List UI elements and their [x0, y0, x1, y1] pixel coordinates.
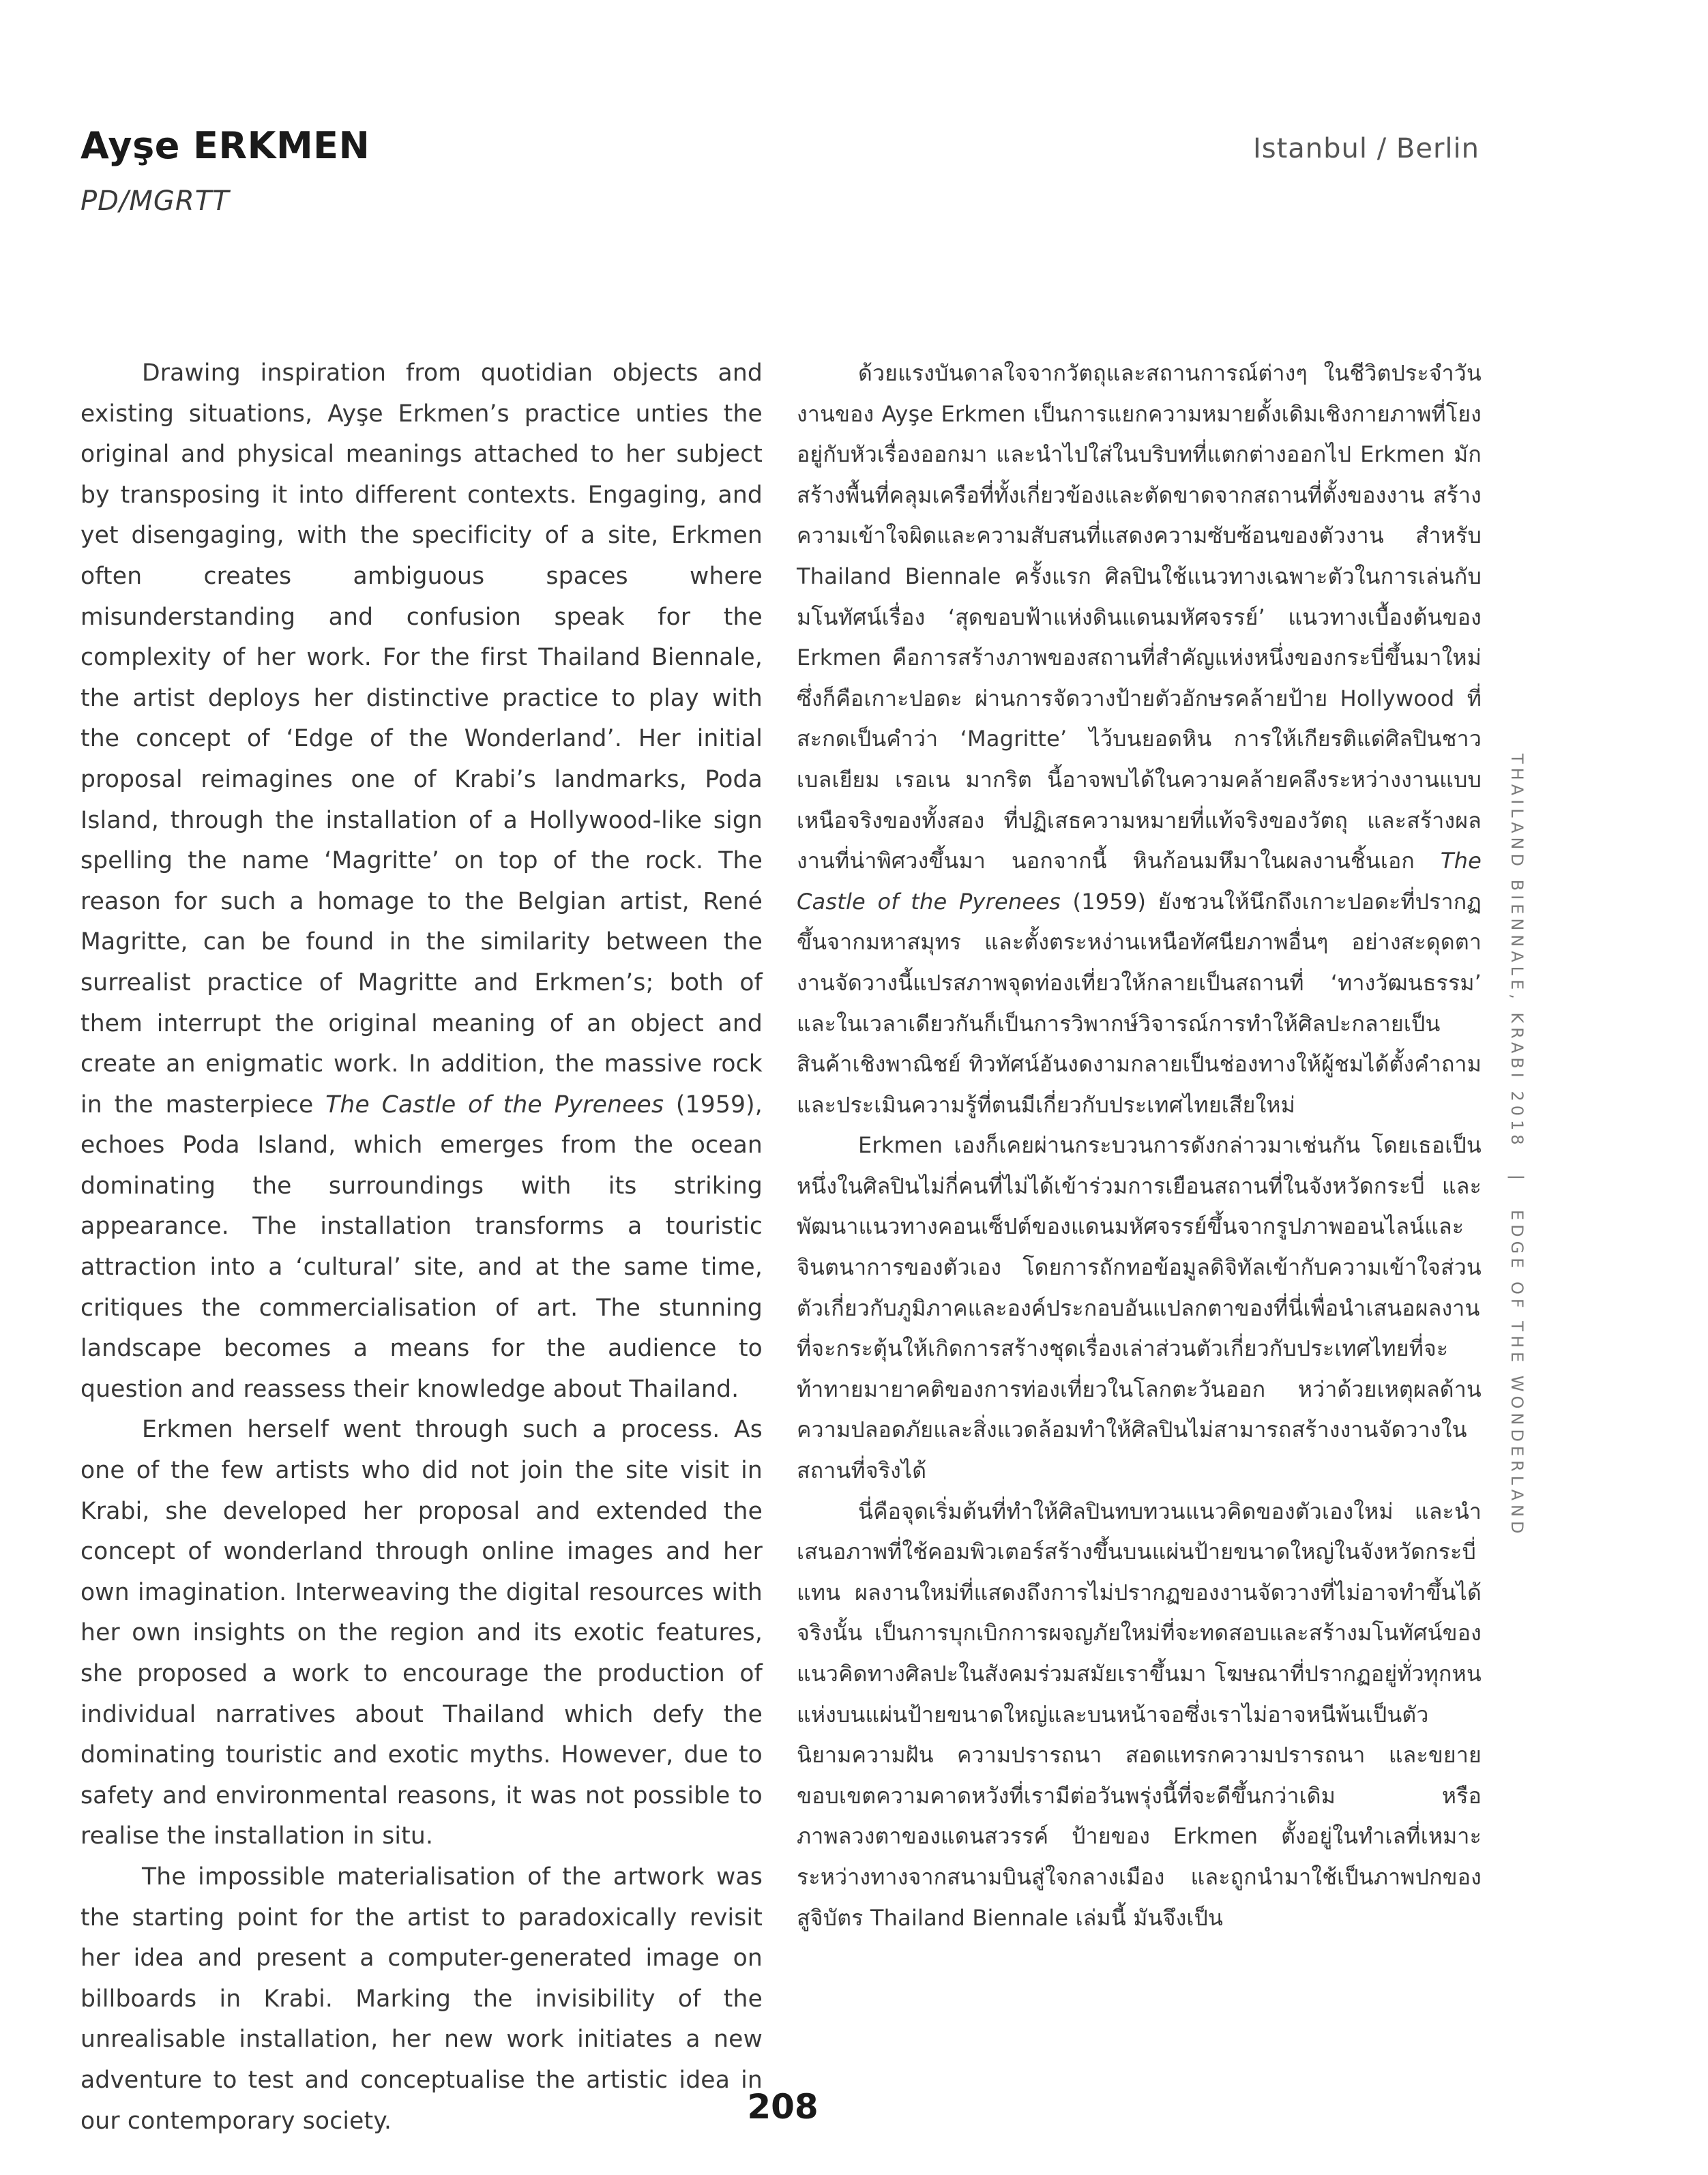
- thai-artwork-title-reference: The Castle of the Pyrenees: [797, 848, 1482, 915]
- thai-paragraph-1: [797, 353, 1482, 1125]
- english-paragraph-1: [80, 353, 763, 1410]
- artwork-title-reference: The Castle of the Pyrenees: [325, 1091, 664, 1119]
- page-number: 208: [747, 2087, 819, 2127]
- side-caption-publication: THAILAND BIENNALE, KRABI 2018: [1507, 754, 1527, 1149]
- english-paragraph-2: Erkmen herself went through such a process. As one of the few artists who did not join the site visit in Krabi, she developed her proposal and extended the concept of wonderland through online images and her own imagination. Interweaving the digital resources with her own insights on the region and its exotic features, she proposed a work to encourage the production of individual narratives about Thailand which defy the dominating touristic and exotic myths. However, due to safety and environmental reasons, it was not possible to realise the installation in situ.: [80, 1416, 763, 1850]
- thai-paragraph-1-part-b: (1959) ยังชวนให้นึกถึงเกาะปอดะที่ปรากฏขึ้นจากมหาสมุทร และตั้งตระหง่านเหนือทัศนียภาพอื่นๆ อย่างสะดุดตา งานจัดวางนี้แปรสภาพจุดท่องเที่ยวให้กลายเป็นสถานที่ ‘ทางวัฒนธรรม’ และในเวลาเดียวกันก็เป็นการวิพากษ์วิจารณ์การทำให้ศิลปะกลายเป็นสินค้าเชิงพาณิชย์ ทิวทัศน์อันงดงามกลายเป็นช่องทางให้ผู้ชมได้ตั้งคำถามและประเมินความรู้ที่ตนมีเกี่ยวกับประเทศไทยเสียใหม่: [797, 888, 1482, 1118]
- english-paragraph-3: The impossible materialisation of the artwork was the starting point for the artist to paradoxically revisit her idea and present a computer-generated image on billboards in Krabi. Marking the invisibility of the unrealisable installation, her new work initiates a new adventure to test and conceptualise the artistic idea in our contemporary society.: [80, 1863, 763, 2135]
- side-caption-theme: EDGE OF THE WONDERLAND: [1507, 1209, 1527, 1538]
- thai-text-column: [797, 353, 1482, 1938]
- artist-location: Istanbul / Berlin: [1252, 133, 1479, 164]
- work-title: PD/MGRTT: [80, 186, 230, 217]
- running-side-caption: [1507, 754, 1527, 1537]
- thai-paragraph-3: นี่คือจุดเริ่มต้นที่ทำให้ศิลปินทบทวนแนวคิดของตัวเองใหม่ และนำเสนอภาพที่ใช้คอมพิวเตอร์สร้างขึ้นบนแผ่นป้ายขนาดใหญ่ในจังหวัดกระบี่แทน ผลงานใหม่ที่แสดงถึงการไม่ปรากฏของงานจัดวางที่ไม่อาจทำขึ้นได้จริงนั้น เป็นการบุกเบิกการผจญภัยใหม่ที่จะทดสอบและสร้างมโนทัศน์ของแนวคิดทางศิลปะในสังคมร่วมสมัยเราขึ้นมา โฆษณาที่ปรากฏอยู่ทั่วทุกหนแห่งบนแผ่นป้ายขนาดใหญ่และบนหน้าจอซึ่งเราไม่อาจหนีพ้นเป็นตัวนิยามความฝัน ความปรารถนา สอดแทรกความปรารถนา และขยายขอบเขตความคาดหวังที่เรามีต่อวันพรุ่งนี้ที่จะดีขึ้นกว่าเดิม หรือภาพลวงตาของแดนสวรรค์ ป้ายของ Erkmen ตั้งอยู่ในทำเลที่เหมาะ ระหว่างทางจากสนามบินสู่ใจกลางเมือง และถูกนำมาใช้เป็นภาพปกของสูจิบัตร Thailand Biennale เล่มนี้ มันจึงเป็น: [797, 1498, 1482, 1931]
- side-caption-separator: |: [1507, 1174, 1527, 1185]
- english-paragraph-1-part-b: (1959), echoes Poda Island, which emerges from the ocean dominating the surroundings with its striking appearance. The installation transforms a touristic attraction into a ‘cultural’ site, and at the same time, critiques the commercialisation of art. The stunning landscape becomes a means for the audience to question and reassess their knowledge about Thailand.: [80, 1091, 763, 1403]
- thai-paragraph-2: Erkmen เองก็เคยผ่านกระบวนการดังกล่าวมาเช่นกัน โดยเธอเป็นหนึ่งในศิลปินไม่กี่คนที่ไม่ได้เข้าร่วมการเยือนสถานที่ในจังหวัดกระบี่ และพัฒนาแนวทางคอนเซ็ปต์ของแดนมหัศจรรย์ขึ้นจากรูปภาพออนไลน์และจินตนาการของตัวเอง โดยการถักทอข้อมูลดิจิทัลเข้ากับความเข้าใจส่วนตัวเกี่ยวกับภูมิภาคและองค์ประกอบอันแปลกตาของที่นี่เพื่อนำเสนอผลงานที่จะกระตุ้นให้เกิดการสร้างชุดเรื่องเล่าส่วนตัวเกี่ยวกับประเทศไทยที่จะท้าทายมายาคติของการท่องเที่ยวในโลกตะวันออก หว่าด้วยเหตุผลด้านความปลอดภัยและสิ่งแวดล้อมทำให้ศิลปินไม่สามารถสร้างงานจัดวางในสถานที่จริงได้: [797, 1132, 1482, 1484]
- english-paragraph-1-part-a: Drawing inspiration from quotidian objects and existing situations, Ayşe Erkmen’s practice unties the original and physical meanings attached to her subject by transposing it into different contexts. Engaging, and yet disengaging, with the specificity of a site, Erkmen often creates ambiguous spaces where misunderstanding and confusion speak for the complexity of her work. For the first Thailand Biennale, the artist deploys her distinctive practice to play with the concept of ‘Edge of the Wonderland’. Her initial proposal reimagines one of Krabi’s landmarks, Poda Island, through the installation of a Hollywood-like sign spelling the name ‘Magritte’ on top of the rock. The reason for such a homage to the Belgian artist, René Magritte, can be found in the similarity between the surrealist practice of Magritte and Erkmen’s; both of them interrupt the original meaning of an object and create an enigmatic work. In addition, the massive rock in the masterpiece: [80, 359, 763, 1119]
- thai-paragraph-1-part-a: ด้วยแรงบันดาลใจจากวัตถุและสถานการณ์ต่างๆ ในชีวิตประจำวัน งานของ Ayşe Erkmen เป็นการแยกความหมายดั้งเดิมเชิงกายภาพที่โยงอยู่กับหัวเรื่องออกมา และนำไปใส่ในบริบทที่แตกต่างออกไป Erkmen มักสร้างพื้นที่คลุมเครือที่ทั้งเกี่ยวข้องและตัดขาดจากสถานที่ตั้งของงาน สร้างความเข้าใจผิดและความสับสนที่แสดงความซับซ้อนของตัวงาน สำหรับ Thailand Biennale ครั้งแรก ศิลปินใช้แนวทางเฉพาะตัวในการเล่นกับมโนทัศน์เรื่อง ‘สุดขอบฟ้าแห่งดินแดนมหัศจรรย์’ แนวทางเบื้องต้นของ Erkmen คือการสร้างภาพของสถานที่สำคัญแห่งหนึ่งของกระบี่ขึ้นมาใหม่ ซึ่งก็คือเกาะปอดะ ผ่านการจัดวางป้ายตัวอักษรคล้ายป้าย Hollywood ที่สะกดเป็นคำว่า ‘Magritte’ ไว้บนยอดหิน การให้เกียรติแด่ศิลปินชาวเบลเยียม เรอเน มากริต นี้อาจพบได้ในความคล้ายคลึงระหว่างงานแบบเหนือจริงของทั้งสอง ที่ปฏิเสธความหมายที่แท้จริงของวัตถุ และสร้างผลงานที่น่าพิศวงขึ้นมา นอกจากนี้ หินก้อนมหึมาในผลงานชิ้นเอก: [797, 360, 1482, 874]
- english-text-column: [80, 353, 763, 2142]
- artist-name: Ayşe ERKMEN: [80, 124, 370, 167]
